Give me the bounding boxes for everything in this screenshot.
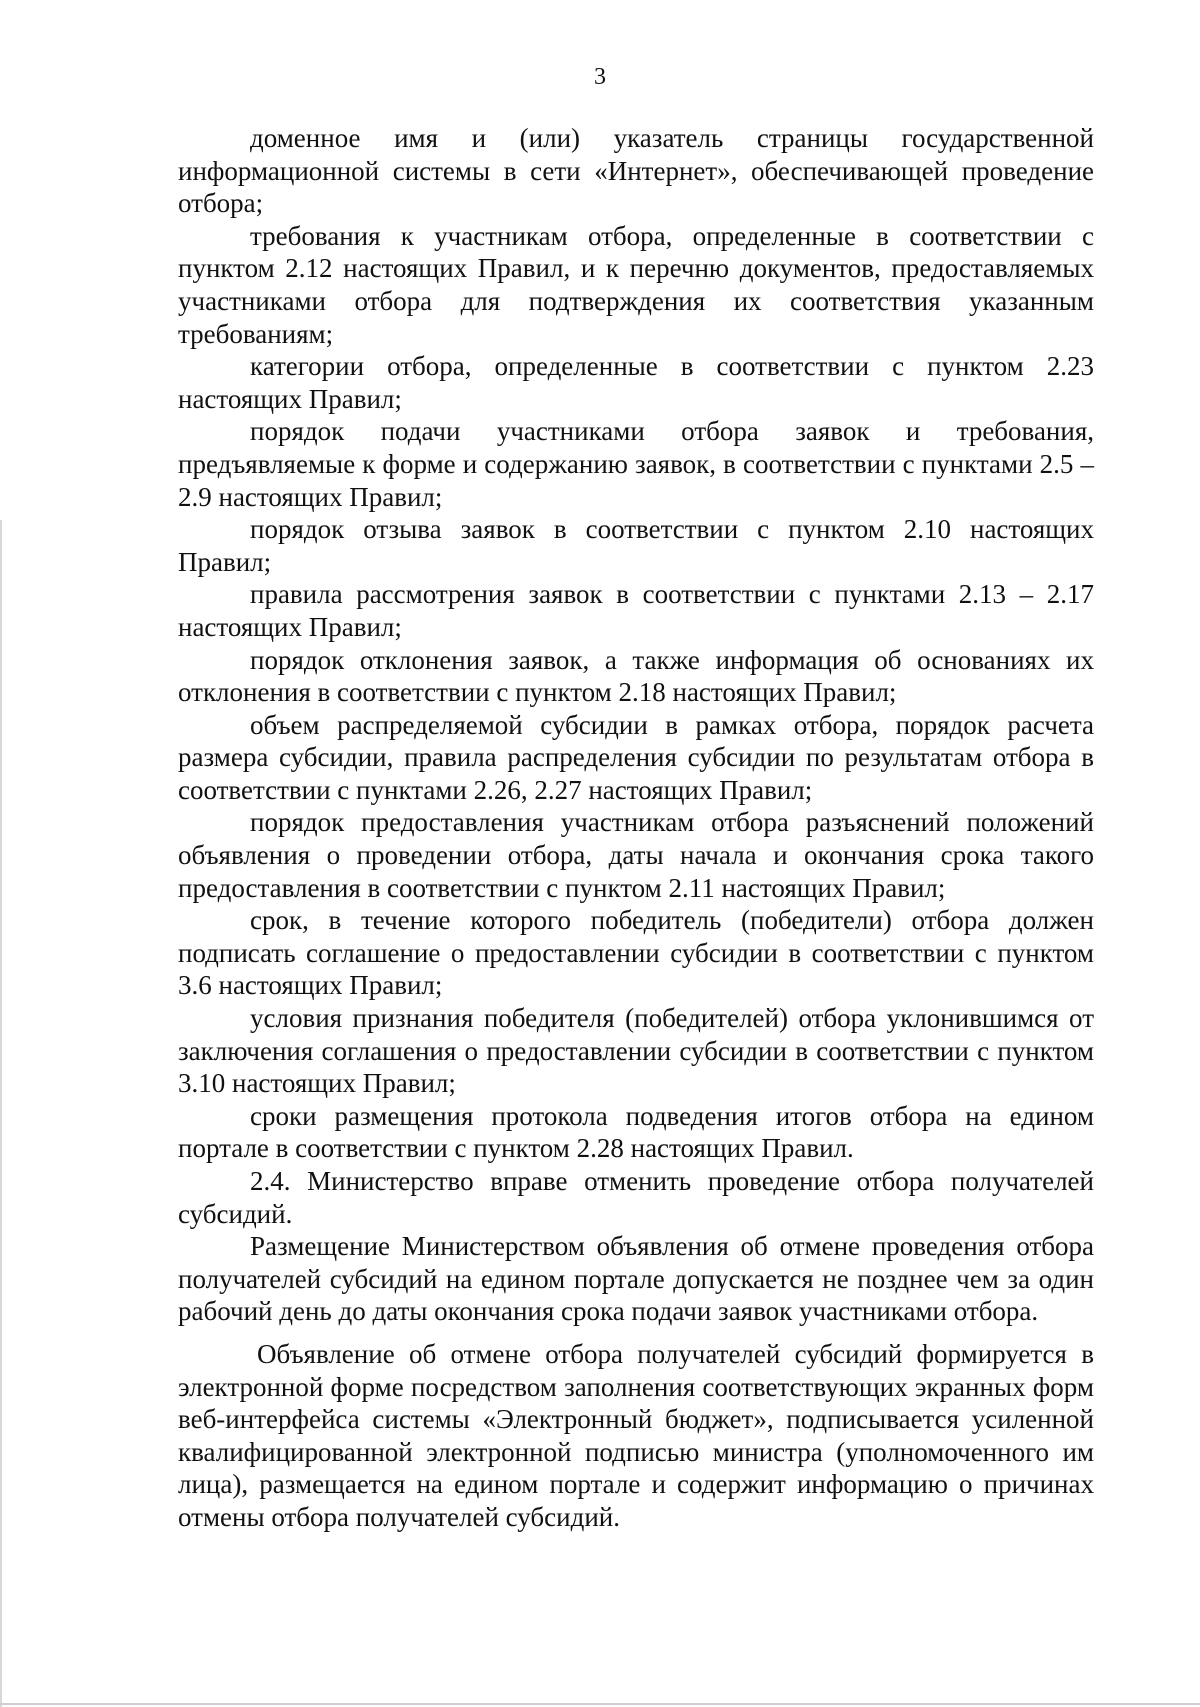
paragraph: категории отбора, определенные в соответствии с пунктом 2.23 настоящих Правил;	[178, 351, 1094, 414]
paragraph: объем распределяемой субсидии в рамках отбора, порядок расчета размера субсидии, правила распределения субсидии по результатам отбора в соответствии с пунктами 2.26, 2.27 настоящих Правил;	[178, 709, 1094, 805]
paragraph: условия признания победителя (победителей) отбора уклонившимся от заключения соглашения о предоставлении субсидии в соответствии с пунктом 3.10 настоящих Правил;	[178, 1003, 1094, 1099]
scan-bottom-line	[0, 1703, 1200, 1705]
paragraph: сроки размещения протокола подведения итогов отбора на едином портале в соответствии с пунктом 2.28 настоящих Правил.	[178, 1100, 1094, 1164]
paragraph: доменное имя и (или) указатель страницы государственной информационной системы в сети «Интернет», обеспечивающей проведение отбора;	[178, 123, 1094, 219]
paragraph: правила рассмотрения заявок в соответствии с пунктами 2.13 – 2.17 настоящих Правил;	[178, 579, 1094, 642]
paragraph: порядок отзыва заявок в соответствии с пунктом 2.10 настоящих Правил;	[178, 514, 1094, 577]
paragraph: Размещение Министерством объявления об отмене проведения отбора получателей субсидий на едином портале допускается не позднее чем за один рабочий день до даты окончания срока подачи заявок участниками отбора.	[178, 1231, 1094, 1327]
document-body	[178, 122, 1094, 1534]
paragraph: порядок предоставления участникам отбора разъяснений положений объявления о проведении отбора, даты начала и окончания срока такого предоставления в соответствии с пунктом 2.11 настоящих Правил;	[178, 807, 1094, 903]
scan-edge-line	[0, 520, 2, 1707]
page-number: 3	[594, 64, 606, 90]
paragraph: Объявление об отмене отбора получателей субсидий формируется в электронной форме посредством заполнения соответствующих экранных форм веб-интерфейса системы «Электронный бюджет», подписывается усиленной квалифицированной электронной подписью министра (уполномоченного им лица), размещается на едином портале и содержит информацию о причинах отмены отбора получателей субсидий.	[178, 1338, 1094, 1532]
paragraph: порядок отклонения заявок, а также информация об основаниях их отклонения в соответствии с пунктом 2.18 настоящих Правил;	[178, 644, 1094, 708]
paragraph: срок, в течение которого победитель (победители) отбора должен подписать соглашение о предоставлении субсидии в соответствии с пунктом 3.6 настоящих Правил;	[178, 905, 1094, 1001]
paragraph: порядок подачи участниками отбора заявок и требования, предъявляемые к форме и содержанию заявок, в соответствии с пунктами 2.5 – 2.9 настоящих Правил;	[178, 416, 1094, 512]
paragraph: требования к участникам отбора, определенные в соответствии с пунктом 2.12 настоящих Правил, и к перечню документов, предоставляемых участниками отбора для подтверждения их соответствия указанным требованиям;	[178, 220, 1094, 349]
paragraph: 2.4. Министерство вправе отменить проведение отбора получателей субсидий.	[178, 1166, 1094, 1229]
